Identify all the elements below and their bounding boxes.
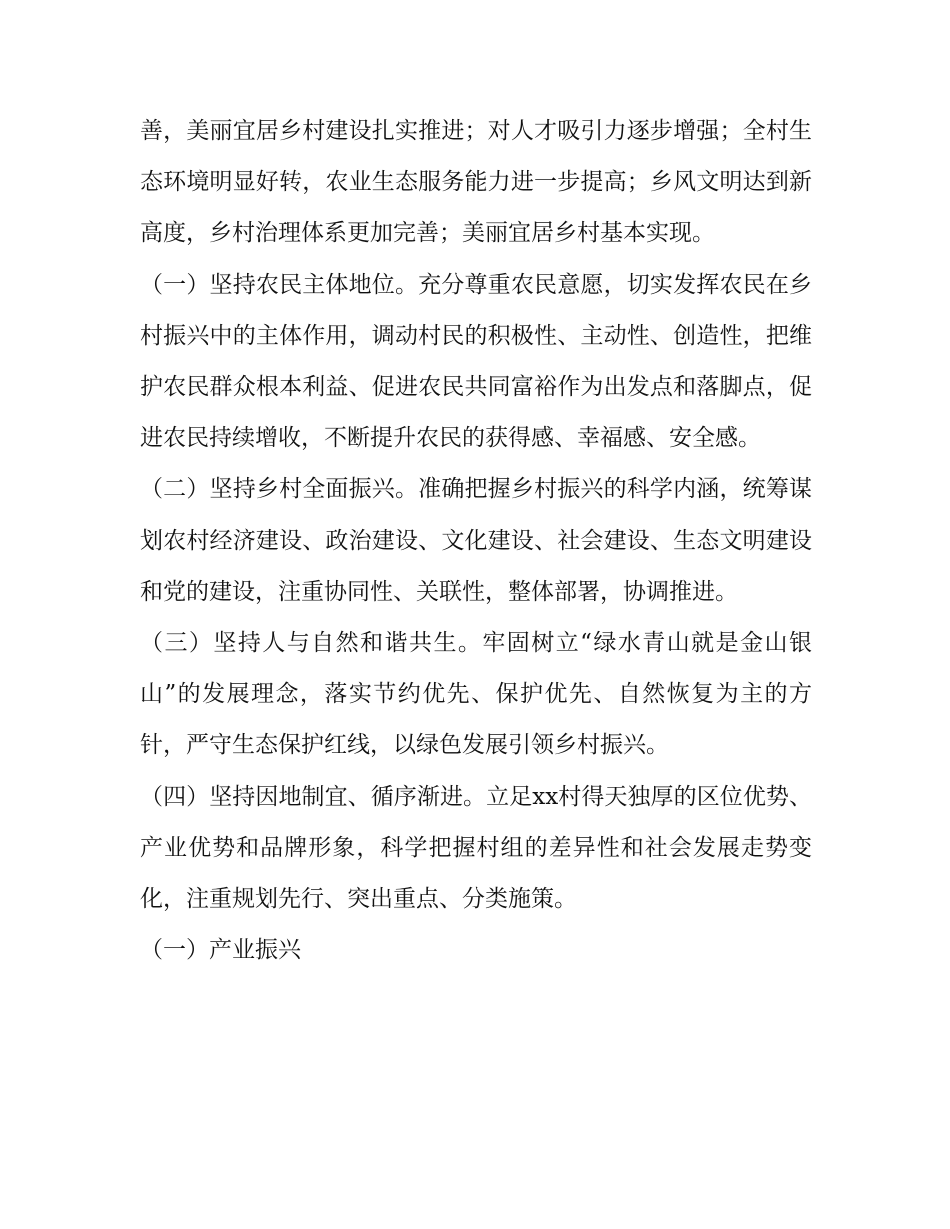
document-body — [140, 106, 812, 976]
paragraph-principle-4: （四）坚持因地制宜、循序渐进。立足xx村得天独厚的区位优势、产业优势和品牌形象，科学把握村组的差异性和社会发展走势变化，注重规划先行、突出重点、分类施策。 — [140, 783, 812, 913]
paragraph-principle-2: （二）坚持乡村全面振兴。准确把握乡村振兴的科学内涵，统筹谋划农村经济建设、政治建设、文化建设、社会建设、生态文明建设和党的建设，注重协同性、关联性，整体部署，协调推进。 — [140, 476, 812, 605]
section-heading: （一）产业振兴 — [140, 937, 301, 964]
paragraph-principle-3: （三）坚持人与自然和谐共生。牢固树立“绿水青山就是金山银山”的发展理念，落实节约优先、保护优先、自然恢复为主的方针，严守生态保护红线，以绿色发展引领乡村振兴。 — [140, 630, 812, 759]
paragraph-principle-1: （一）坚持农民主体地位。充分尊重农民意愿，切实发挥农民在乡村振兴中的主体作用，调动村民的积极性、主动性、创造性，把维护农民群众根本利益、促进农民共同富裕作为出发点和落脚点，促进农民持续增收，不断提升农民的获得感、幸福感、安全感。 — [140, 271, 812, 452]
paragraph-continuation: 善，美丽宜居乡村建设扎实推进；对人才吸引力逐步增强；全村生态环境明显好转，农业生态服务能力进一步提高；乡风文明达到新高度，乡村治理体系更加完善；美丽宜居乡村基本实现。 — [140, 118, 812, 247]
